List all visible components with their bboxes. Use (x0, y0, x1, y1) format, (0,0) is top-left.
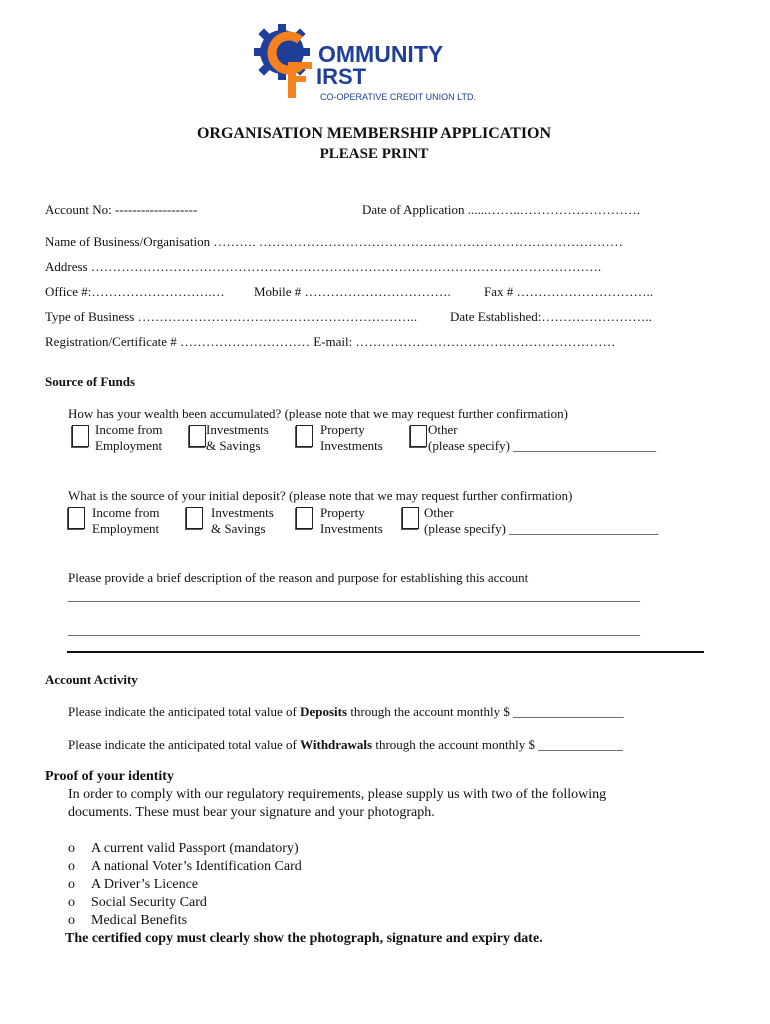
purpose-line-1[interactable]: ________________________________________________________________________________________ (68, 588, 640, 603)
purpose-prompt: Please provide a brief description of the reason and purpose for establishing this account (68, 570, 529, 585)
community-first-logo (238, 18, 513, 104)
type-of-business-field[interactable]: Type of Business ……………………………………………………….. (45, 309, 418, 324)
proof-item: A national Voter’s Identification Card (91, 859, 302, 874)
proof-bullet: o (68, 841, 75, 856)
proof-bullet: o (68, 877, 75, 892)
wealth-investments-label1: Investments (206, 422, 269, 437)
mobile-field[interactable]: Mobile # ……………………………. (254, 284, 451, 299)
logo-subtitle: CO-OPERATIVE CREDIT UNION LTD. (320, 92, 477, 102)
proof-heading: Proof of your identity (45, 769, 174, 784)
wealth-property-label2: Investments (320, 438, 383, 453)
wealth-investments-checkbox[interactable] (189, 425, 206, 447)
date-of-application-field[interactable]: Date of Application ......……..………………………. (362, 202, 641, 217)
wealth-question: How has your wealth been accumulated? (please note that we may request further confirmation) (68, 406, 568, 421)
address-field[interactable]: Address ………………………………………………………………………………………………………. (45, 259, 602, 274)
deposit-income-checkbox[interactable] (68, 507, 85, 529)
office-phone-field[interactable]: Office #:……………………….… (45, 284, 225, 299)
deposit-income-label1: Income from (92, 505, 160, 520)
deposits-text-post: through the account monthly $ _________________ (347, 704, 624, 719)
wealth-investments-label2: & Savings (206, 438, 261, 453)
proof-intro-line2: documents. These must bear your signature and your photograph. (68, 805, 435, 820)
deposit-investments-label1: Investments (211, 505, 274, 520)
wealth-other-specify[interactable]: (please specify) ______________________ (428, 438, 657, 453)
proof-item: A Driver’s Licence (91, 877, 199, 892)
purpose-line-2[interactable]: ________________________________________________________________________________________ (68, 622, 640, 637)
deposit-property-label2: Investments (320, 521, 383, 536)
proof-intro-line1: In order to comply with our regulatory requirements, please supply us with two of the following (68, 787, 607, 802)
proof-item: Medical Benefits (91, 913, 188, 928)
deposit-income-label2: Employment (92, 521, 160, 536)
deposits-bold: Deposits (300, 704, 348, 719)
logo-line2: IRST (316, 64, 367, 89)
withdrawals-text-post: through the account monthly $ _____________ (372, 737, 623, 752)
logo-f-shape (288, 62, 312, 98)
deposits-field[interactable] (68, 704, 624, 720)
registration-email-field[interactable]: Registration/Certificate # ………………………… E-mail: …………………………………………………… (45, 334, 616, 349)
deposits-text-pre: Please indicate the anticipated total value of (68, 704, 301, 719)
wealth-income-label2: Employment (95, 438, 163, 453)
page-subtitle: PLEASE PRINT (319, 146, 429, 162)
business-name-field[interactable]: Name of Business/Organisation ………. ………………………………………………………………………… (45, 234, 623, 249)
account-no-field[interactable]: Account No: ------------------- (45, 202, 198, 217)
deposit-other-checkbox[interactable] (402, 507, 419, 529)
deposit-other-specify[interactable]: (please specify) _______________________ (424, 521, 659, 536)
deposit-property-checkbox[interactable] (296, 507, 313, 529)
wealth-income-checkbox[interactable] (72, 425, 89, 447)
proof-bullet: o (68, 895, 75, 910)
certified-copy-note: The certified copy must clearly show the photograph, signature and expiry date. (65, 931, 543, 946)
account-activity-heading: Account Activity (45, 672, 138, 687)
deposit-other-label1: Other (424, 505, 454, 520)
wealth-other-label1: Other (428, 422, 458, 437)
withdrawals-text-pre: Please indicate the anticipated total value of (68, 737, 301, 752)
wealth-income-label1: Income from (95, 422, 163, 437)
deposit-investments-label2: & Savings (211, 521, 266, 536)
page-title: ORGANISATION MEMBERSHIP APPLICATION (196, 125, 552, 142)
deposit-question: What is the source of your initial deposit? (please note that we may request further confirmation) (68, 488, 573, 503)
withdrawals-bold: Withdrawals (300, 737, 373, 752)
date-established-field[interactable]: Date Established:…………………….. (450, 309, 652, 324)
deposit-property-label1: Property (320, 505, 365, 520)
proof-bullet: o (68, 859, 75, 874)
logo-line1: OMMUNITY (318, 41, 444, 67)
source-of-funds-heading: Source of Funds (45, 374, 136, 389)
section-divider (67, 651, 704, 653)
proof-bullet: o (68, 913, 75, 928)
fax-field[interactable]: Fax # ………………………….. (484, 284, 653, 299)
wealth-other-checkbox[interactable] (410, 425, 427, 447)
withdrawals-field[interactable] (68, 737, 623, 753)
proof-item: A current valid Passport (mandatory) (91, 841, 299, 856)
wealth-property-checkbox[interactable] (296, 425, 313, 447)
wealth-property-label1: Property (320, 422, 365, 437)
proof-item: Social Security Card (91, 895, 207, 910)
deposit-investments-checkbox[interactable] (186, 507, 203, 529)
